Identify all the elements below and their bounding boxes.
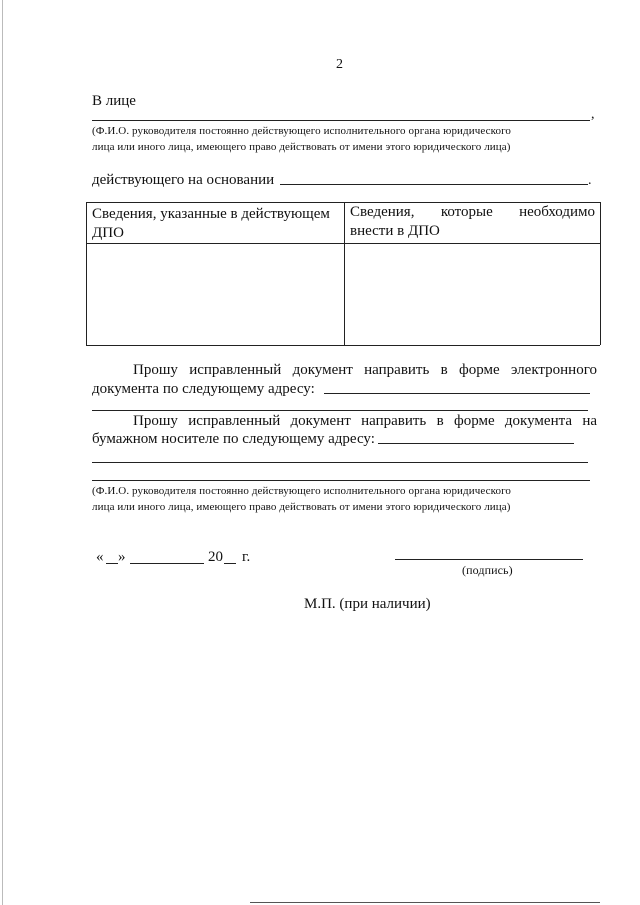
signature-label: (подпись)	[462, 563, 513, 577]
fio-note-top-line2: лица или иного лица, имеющего право действовать от имени этого юридического лица)	[92, 141, 511, 153]
electronic-word3: документ	[292, 362, 353, 378]
table-header-left	[92, 206, 340, 242]
page-number: 2	[336, 57, 343, 72]
electronic-request-line1	[133, 361, 597, 379]
fio-note-bottom-line2: лица или иного лица, имеющего право действовать от имени этого юридического лица)	[92, 501, 511, 513]
scan-edge-left	[2, 0, 3, 905]
table-header-left-line2: ДПО	[92, 225, 124, 241]
electronic-word4: направить	[364, 362, 430, 378]
fio-note-top-line1: (Ф.И.О. руководителя постоянно действующего исполнительного органа юридического	[92, 125, 512, 137]
table-border-left	[86, 202, 87, 345]
electronic-word5: в	[440, 362, 448, 378]
paper-request-line1	[133, 412, 597, 430]
trailing-period: .	[588, 173, 592, 188]
electronic-address-input-line2[interactable]	[92, 410, 588, 411]
paper-word4: направить	[361, 413, 427, 429]
electronic-request-line2: документа по следующему адресу:	[92, 381, 315, 397]
table-header-divider	[86, 243, 600, 244]
table-cell-new-info[interactable]	[346, 245, 599, 344]
paper-word8: на	[582, 413, 597, 429]
paper-word5: в	[436, 413, 444, 429]
table-column-divider	[344, 202, 345, 345]
electronic-word7: электронного	[511, 362, 597, 378]
date-open-quote: «	[96, 549, 104, 565]
acting-basis-label: действующего на основании	[92, 172, 275, 188]
table-header-right	[350, 204, 595, 240]
date-close-quote: »	[118, 549, 126, 565]
electronic-address-input-line[interactable]	[324, 393, 590, 394]
date-day-input[interactable]	[106, 563, 118, 564]
stamp-label: М.П. (при наличии)	[304, 596, 431, 612]
table-header-right-line2: внести в ДПО	[350, 223, 440, 239]
table-border-bottom	[86, 345, 600, 346]
trailing-comma: ,	[591, 107, 595, 122]
paper-word3: документ	[290, 413, 351, 429]
table-border-right	[600, 202, 601, 345]
paper-word7: документа	[504, 413, 573, 429]
fio-note-bottom-line1: (Ф.И.О. руководителя постоянно действующего исполнительного органа юридического	[92, 485, 512, 497]
electronic-word2: исправленный	[189, 362, 282, 378]
table-header-right-word3: необходимо	[519, 204, 595, 220]
date-year-input[interactable]	[224, 563, 236, 564]
paper-address-input-line[interactable]	[378, 443, 574, 444]
fio-input-line-top[interactable]	[92, 120, 590, 121]
date-year-prefix: 20	[208, 549, 223, 565]
paper-request-line2: бумажном носителе по следующему адресу:	[92, 431, 375, 447]
scan-edge-bottom	[250, 902, 600, 903]
in-person-label: В лице	[92, 93, 136, 109]
table-border-top	[86, 202, 600, 203]
table-header-right-word1: Сведения,	[350, 204, 415, 220]
date-year-suffix: г.	[242, 549, 251, 565]
paper-word2: исправленный	[188, 413, 281, 429]
electronic-word6: форме	[459, 362, 500, 378]
signature-input-line[interactable]	[395, 559, 583, 560]
fio-input-line-bottom[interactable]	[92, 480, 590, 481]
paper-word6: форме	[453, 413, 495, 429]
table-header-left-line1: Сведения, указанные в действующем	[92, 206, 330, 222]
table-header-right-word2: которые	[440, 204, 493, 220]
electronic-word1: Прошу	[133, 362, 178, 378]
table-cell-current-info[interactable]	[88, 245, 343, 344]
date-month-input[interactable]	[130, 563, 204, 564]
paper-word1: Прошу	[133, 413, 178, 429]
acting-basis-input-line[interactable]	[280, 184, 588, 185]
table-header-right-line1	[350, 204, 595, 221]
paper-address-input-line2[interactable]	[92, 462, 588, 463]
